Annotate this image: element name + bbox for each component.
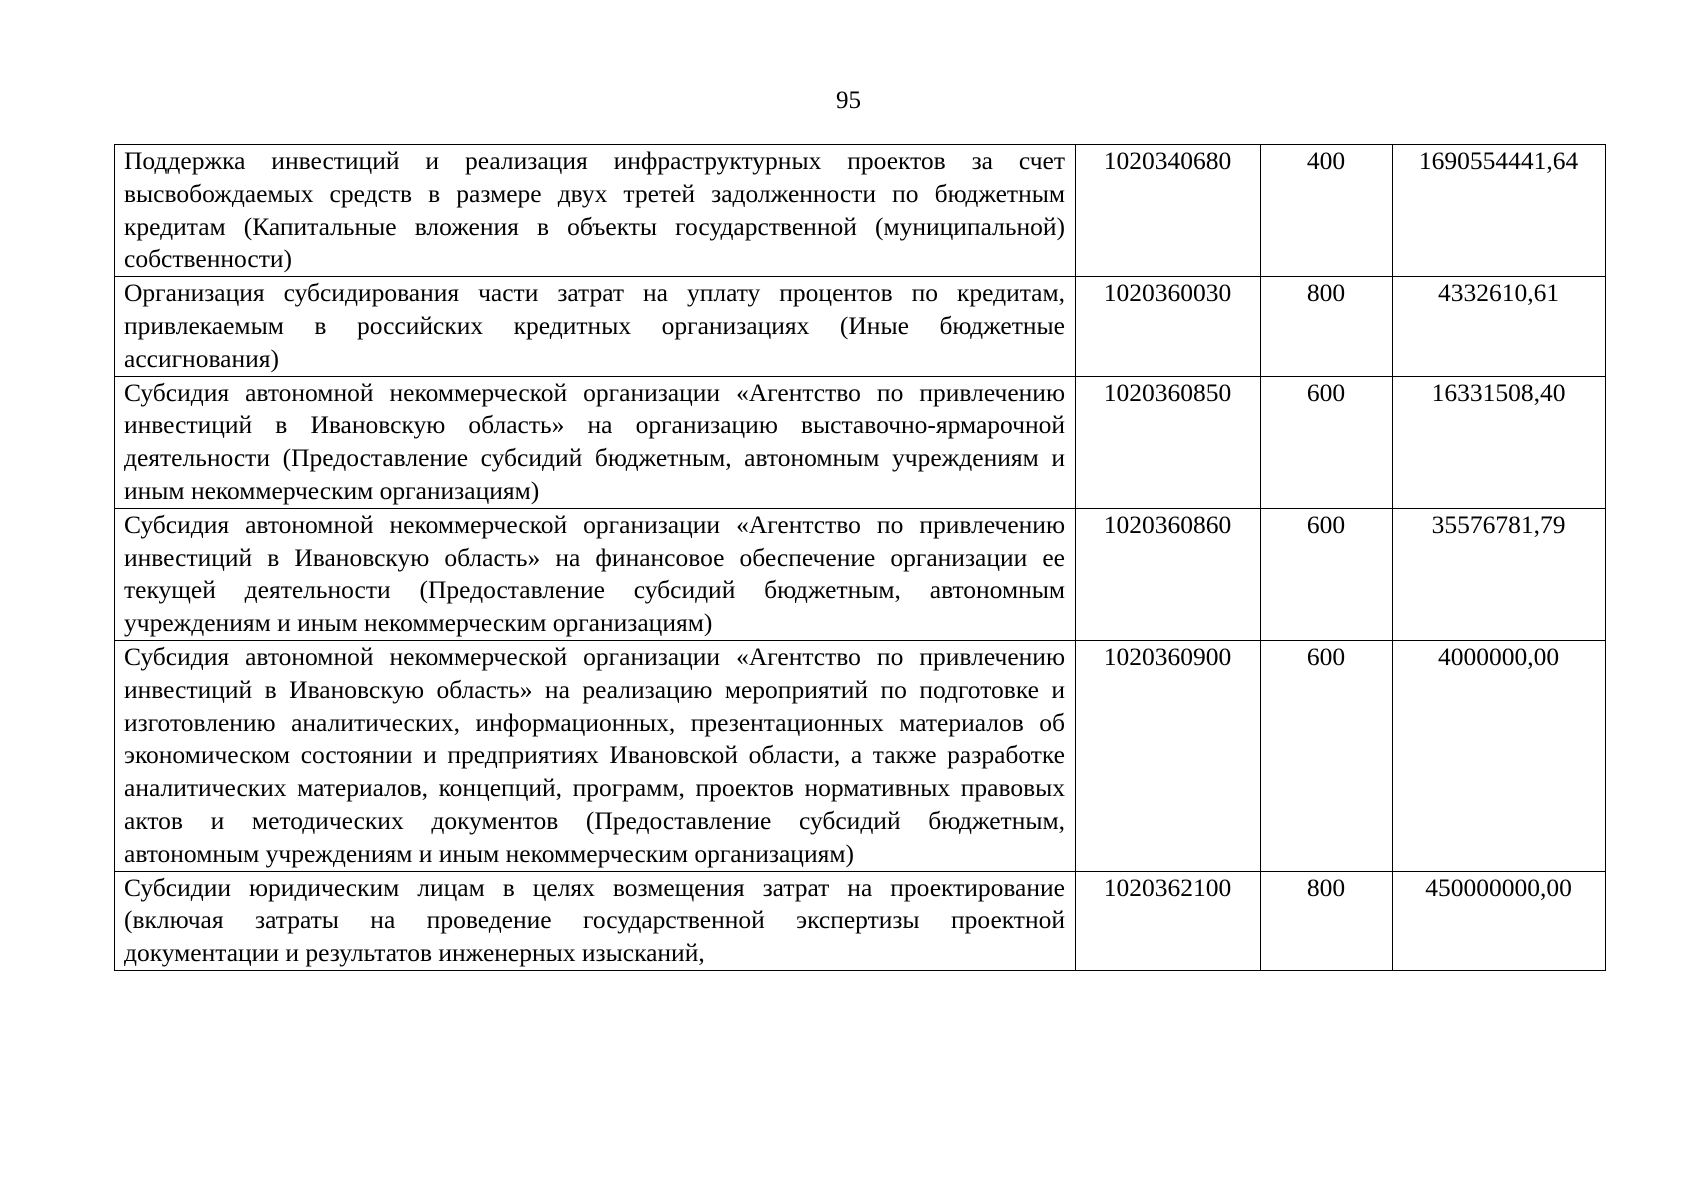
row-description: Поддержка инвестиций и реализация инфраструктурных проектов за счет высвобождаемых средств в размере двух третей задолженности по бюджетным кредитам (Капитальные вложения в объекты государственной (муниципальной) собственности) (115, 145, 1076, 277)
row-amount: 35576781,79 (1393, 508, 1606, 640)
row-description: Субсидия автономной некоммерческой организации «Агентство по привлечению инвестиций в Ивановскую область» на организацию выставочно-ярмарочной деятельности (Предоставление субсидий бюджетным, автономным учреждениям и иным некоммерческим организациям) (115, 376, 1076, 508)
row-amount: 1690554441,64 (1393, 145, 1606, 277)
table-row (115, 640, 1606, 871)
row-expense-type: 800 (1261, 277, 1393, 376)
row-expense-type: 600 (1261, 640, 1393, 871)
row-expense-type: 600 (1261, 508, 1393, 640)
row-expense-type: 800 (1261, 871, 1393, 970)
row-description: Субсидия автономной некоммерческой организации «Агентство по привлечению инвестиций в Ивановскую область» на финансовое обеспечение организации ее текущей деятельности (Предоставление субсидий бюджетным, автономным учреждениям и иным некоммерческим организациям) (115, 508, 1076, 640)
row-target-code: 1020362100 (1076, 871, 1261, 970)
page-number: 95 (836, 87, 861, 114)
budget-table (114, 144, 1606, 971)
table-row (115, 376, 1606, 508)
row-description: Субсидии юридическим лицам в целях возмещения затрат на проектирование (включая затраты на проведение государственной экспертизы проектной документации и результатов инженерных изысканий, (115, 871, 1076, 970)
row-description: Субсидия автономной некоммерческой организации «Агентство по привлечению инвестиций в Ивановскую область» на реализацию мероприятий по подготовке и изготовлению аналитических, информационных, презентационных материалов об экономическом состоянии и предприятиях Ивановской области, а также разработке аналитических материалов, концепций, программ, проектов нормативных правовых актов и методических документов (Предоставление субсидий бюджетным, автономным учреждениям и иным некоммерческим организациям) (115, 640, 1076, 871)
row-target-code: 1020340680 (1076, 145, 1261, 277)
row-target-code: 1020360030 (1076, 277, 1261, 376)
row-amount: 4332610,61 (1393, 277, 1606, 376)
row-expense-type: 400 (1261, 145, 1393, 277)
table-row (115, 277, 1606, 376)
row-target-code: 1020360850 (1076, 376, 1261, 508)
row-amount: 16331508,40 (1393, 376, 1606, 508)
row-description: Организация субсидирования части затрат на уплату процентов по кредитам, привлекаемым в российских кредитных организациях (Иные бюджетные ассигнования) (115, 277, 1076, 376)
row-amount: 4000000,00 (1393, 640, 1606, 871)
row-amount: 450000000,00 (1393, 871, 1606, 970)
row-target-code: 1020360860 (1076, 508, 1261, 640)
table-row (115, 871, 1606, 970)
table-row (115, 508, 1606, 640)
row-target-code: 1020360900 (1076, 640, 1261, 871)
table-row (115, 145, 1606, 277)
row-expense-type: 600 (1261, 376, 1393, 508)
